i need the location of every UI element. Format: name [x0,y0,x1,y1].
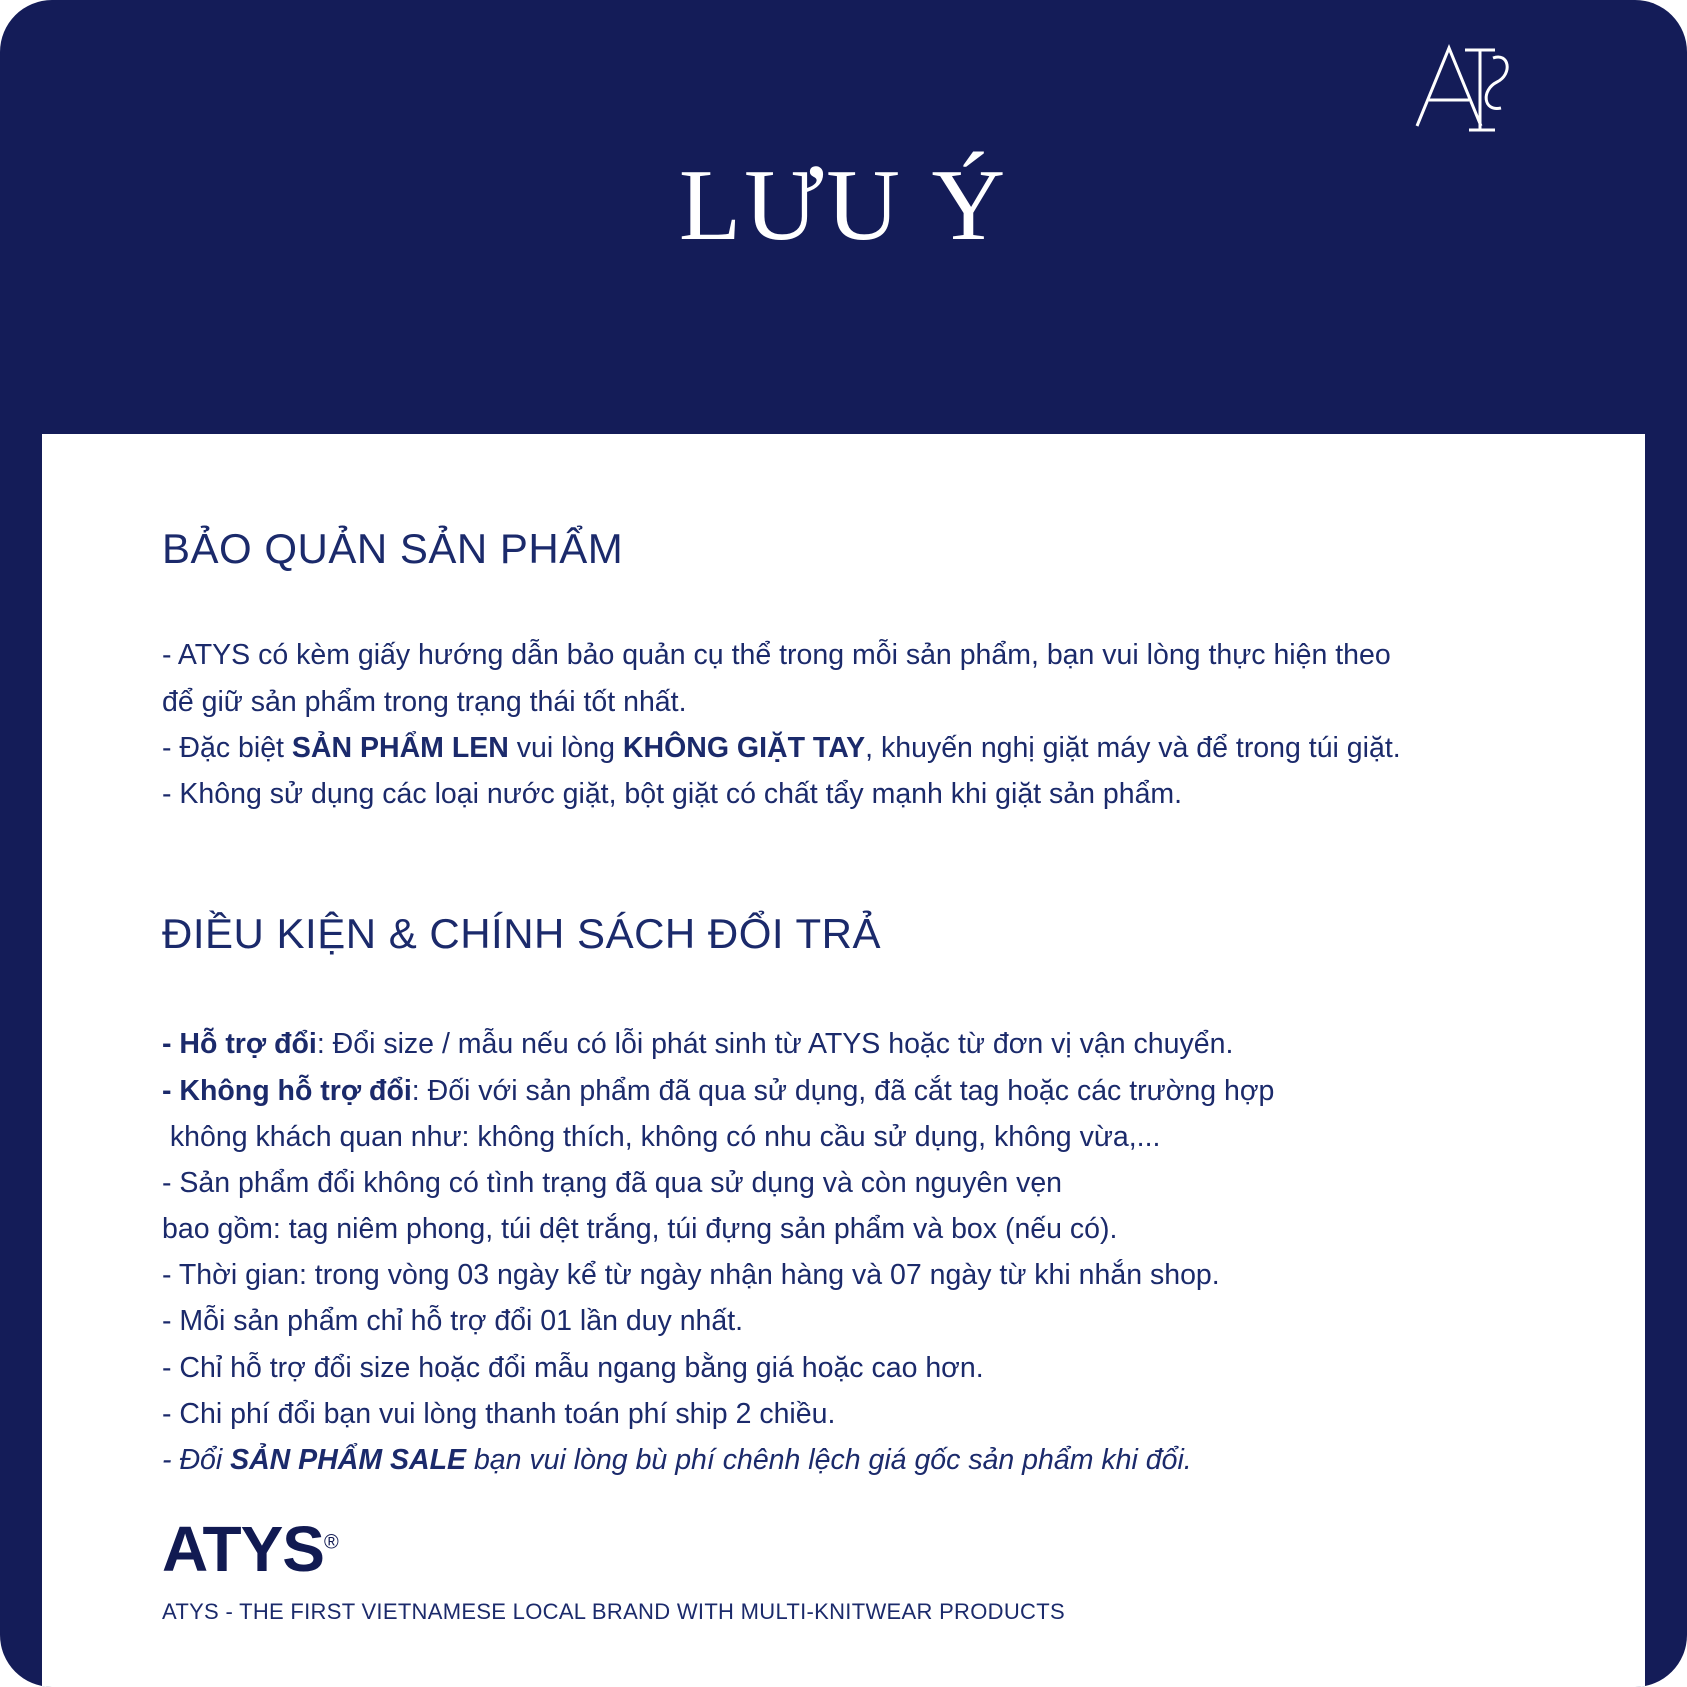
section-body-care: - ATYS có kèm giấy hướng dẫn bảo quản cụ thể trong mỗi sản phẩm, bạn vui lòng thực hiện theo để giữ sản phẩm trong trạng thái tốt nhất. - Đặc biệt SẢN PHẨM LEN vui lòng KHÔNG GIẶT TAY, khuyến nghị giặt máy và để trong túi giặt. - Không sử dụng các loại nước giặt, bột giặt có chất tẩy mạnh khi giặt sản phẩm. [162,639,1401,810]
brand-tagline: ATYS - THE FIRST VIETNAMESE LOCAL BRAND WITH MULTI-KNITWEAR PRODUCTS [162,1598,1065,1624]
page-title: LƯU Ý [678,149,1009,262]
atys-wordmark-text: ATYS [162,1512,324,1585]
footer [162,1512,1065,1625]
section-heading-care: BẢO QUẢN SẢN PHẨM [162,525,624,572]
section-body-return: - Hỗ trợ đổi: Đổi size / mẫu nếu có lỗi phát sinh từ ATYS hoặc từ đơn vị vận chuyển. - Không hỗ trợ đổi: Đối với sản phẩm đã qua sử dụng, đã cắt tag hoặc các trường hợp không khách quan như: không thích, không có nhu cầu sử dụng, không vừa,... - Sản phẩm đổi không có tình trạng đã qua sử dụng và còn nguyên vẹn bao gồm: tag niêm phong, túi dệt trắng, túi đựng sản phẩm và box (nếu có). - Thời gian: trong vòng 03 ngày kể từ ngày nhận hàng và 07 ngày từ khi nhắn shop. - Mỗi sản phẩm chỉ hỗ trợ đổi 01 lần duy nhất. - Chỉ hỗ trợ đổi size hoặc đổi mẫu ngang bằng giá hoặc cao hơn. - Chi phí đổi bạn vui lòng thanh toán phí ship 2 chiều. - Đổi SẢN PHẨM SALE bạn vui lòng bù phí chênh lệch giá gốc sản phẩm khi đổi. [162,1028,1275,1476]
section-spacer [162,817,1525,909]
registered-mark: ® [323,1531,339,1554]
atys-wordmark [162,1512,339,1585]
atys-monogram-icon [1409,34,1519,144]
section-heading-return: ĐIỀU KIỆN & CHÍNH SÁCH ĐỔI TRẢ [162,910,881,958]
content-sheet [42,434,1645,1687]
